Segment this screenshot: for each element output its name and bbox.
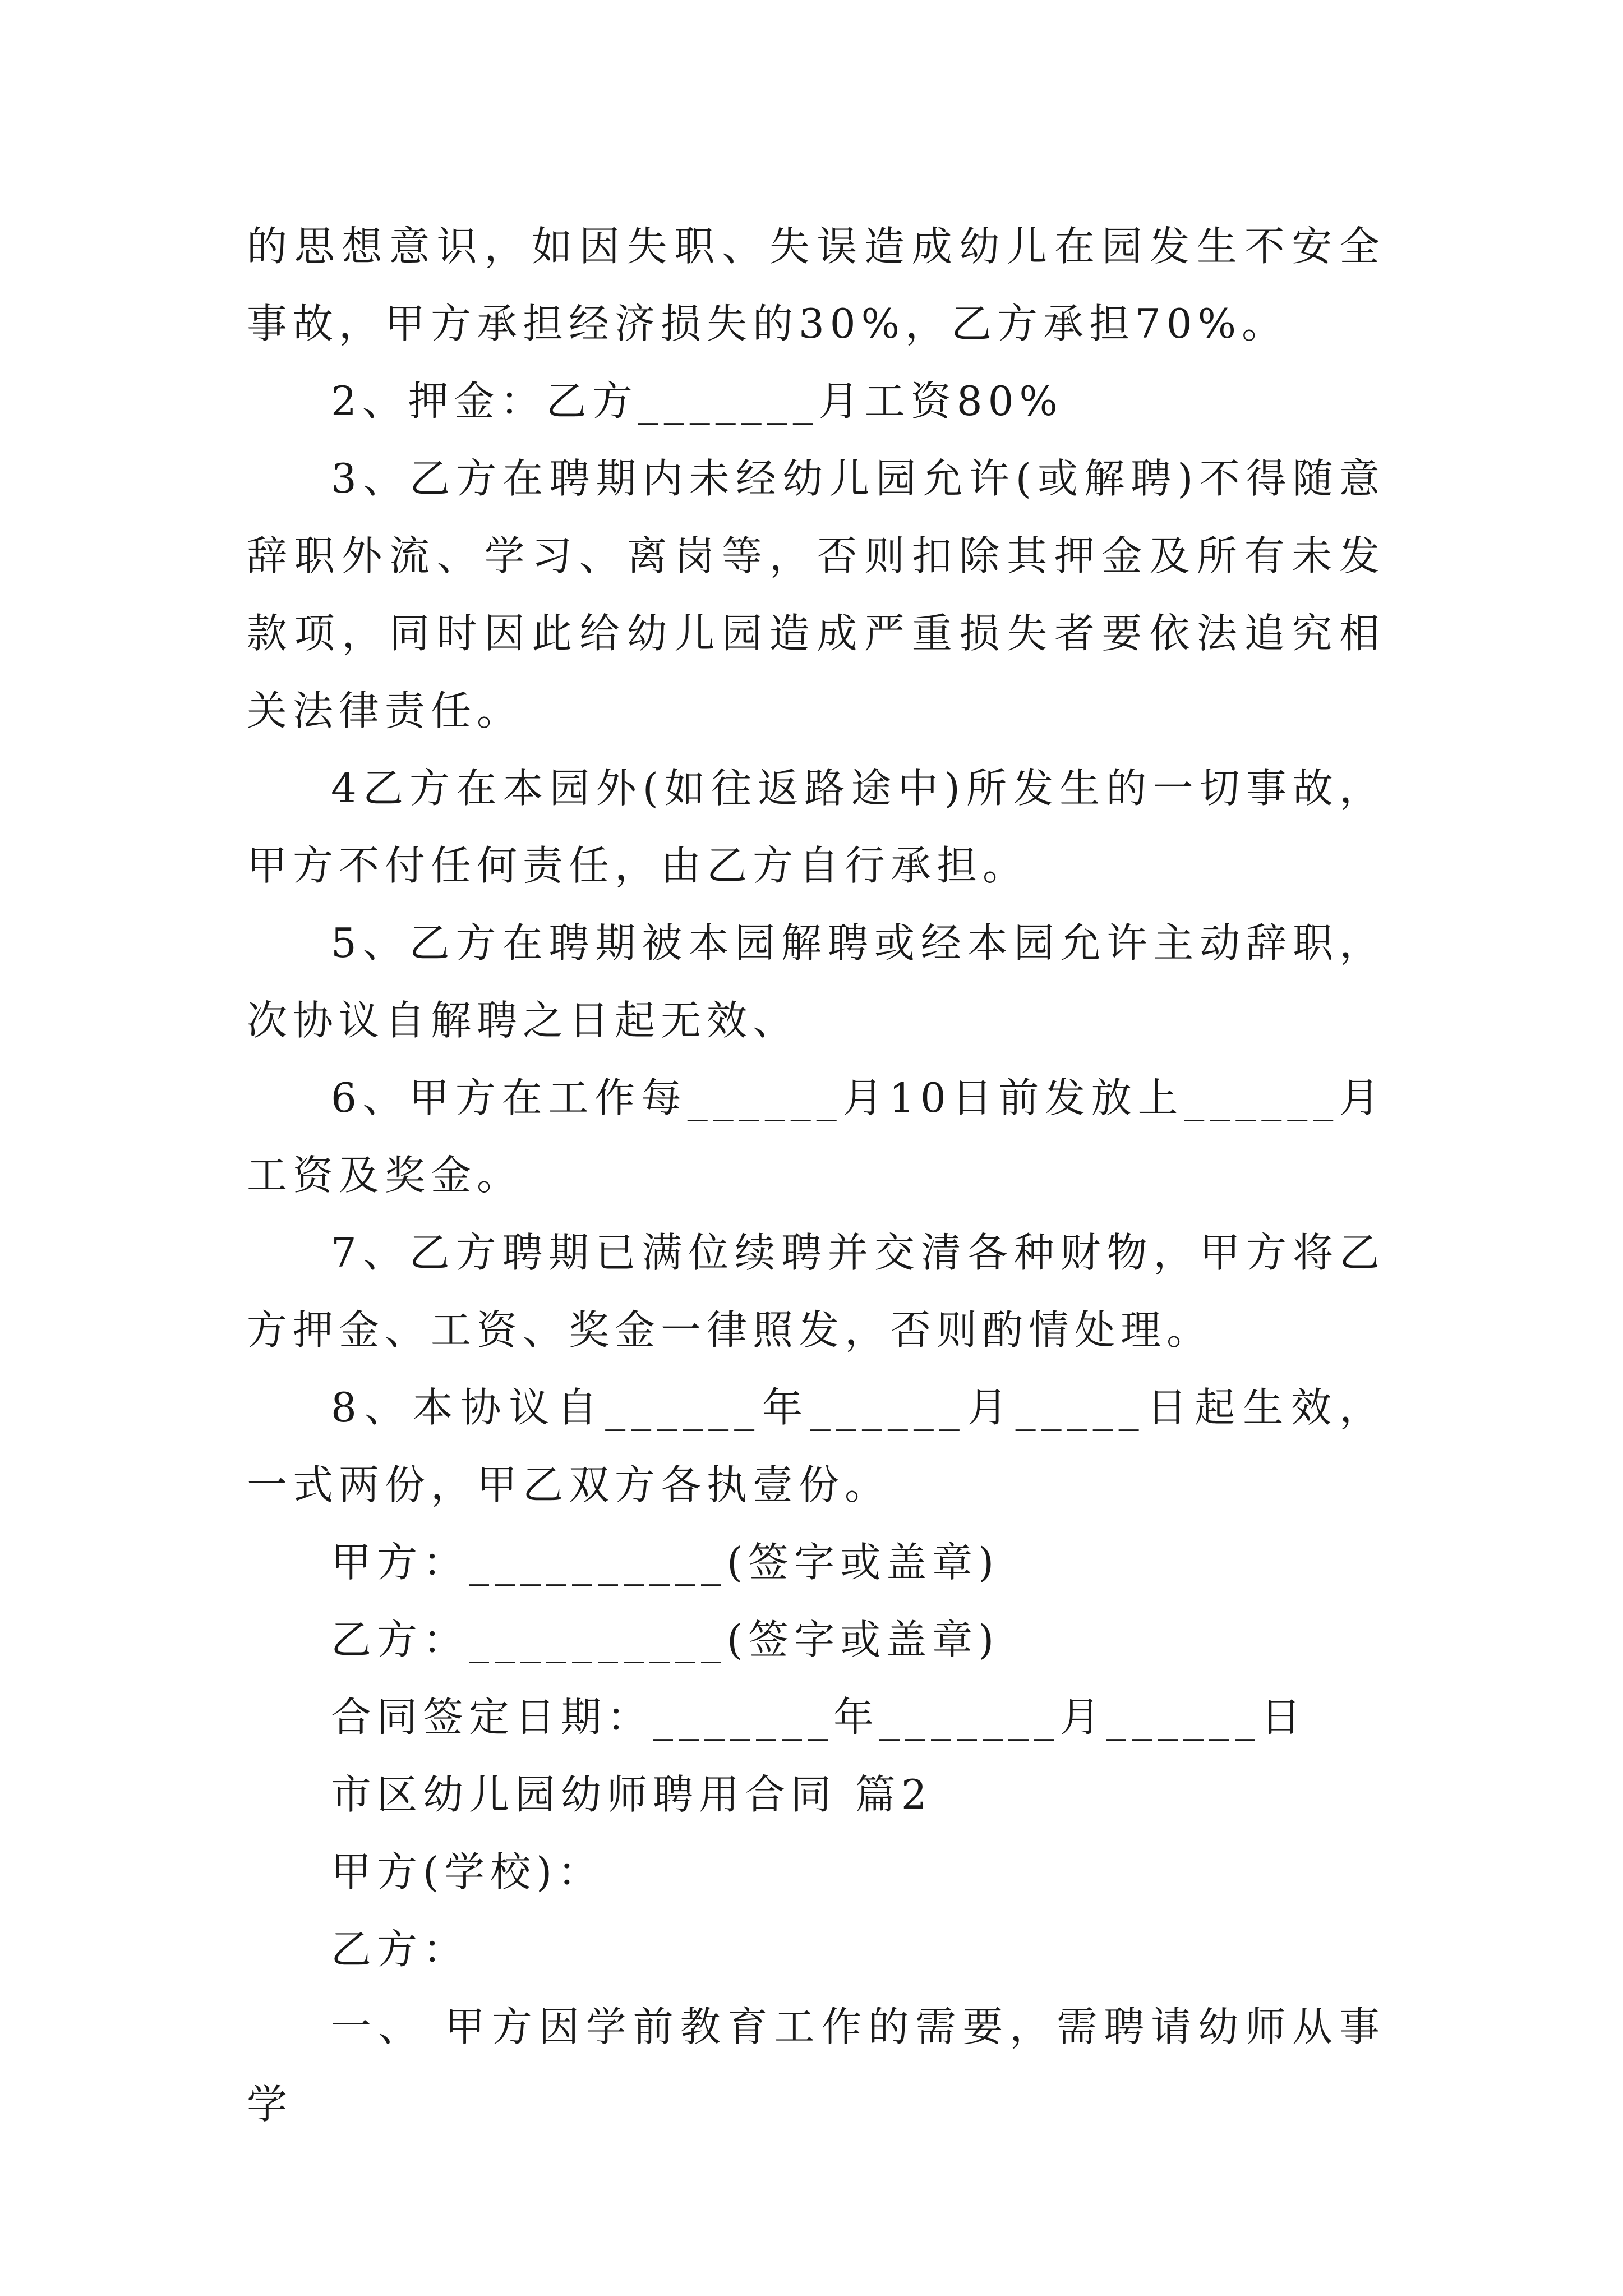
document-body: [247, 208, 1385, 2143]
section-party-b: 乙方：: [331, 1926, 469, 1973]
paragraph-outside-accident: 4乙方在本园外(如往返路途中)所发生的一切事故，甲方不付任何责任，由乙方自行承担。: [247, 765, 1385, 889]
signature-party-a: 甲方：__________(签字或盖章): [331, 1539, 1000, 1586]
paragraph-liability: 的思想意识，如因失职、失误造成幼儿在园发生不安全事故，甲方承担经济损失的30%，乙方承担70%。: [247, 223, 1385, 347]
paragraph-renewal: 7、乙方聘期已满位续聘并交清各种财物，甲方将乙方押金、工资、奖金一律照发，否则酌情处理。: [247, 1229, 1385, 1354]
paragraph-resignation: 3、乙方在聘期内未经幼儿园允许(或解聘)不得随意辞职外流、学习、离岗等，否则扣除其押金及所有未发款项，同时因此给幼儿园造成严重损失者要依法追究相关法律责任。: [247, 455, 1385, 734]
signature-party-b: 乙方：__________(签字或盖章): [331, 1616, 1000, 1663]
paragraph-deposit: 2、押金：乙方_______月工资80%: [331, 378, 1063, 425]
signing-date: 合同签定日期：_______年_______月______日: [331, 1694, 1307, 1741]
section-clause-1: 一、 甲方因学前教育工作的需要，需聘请幼师从事学: [247, 2003, 1385, 2128]
paragraph-dismissal: 5、乙方在聘期被本园解聘或经本园允许主动辞职，次协议自解聘之日起无效、: [247, 919, 1385, 1044]
section-party-a: 甲方(学校)：: [331, 1848, 604, 1895]
section-title: 市区幼儿园幼师聘用合同 篇2: [331, 1771, 933, 1818]
paragraph-effective-date: 8、本协议自______年______月_____日起生效，一式两份，甲乙双方各执壹份。: [247, 1384, 1385, 1508]
paragraph-salary: 6、甲方在工作每______月10日前发放上______月工资及奖金。: [247, 1074, 1385, 1199]
